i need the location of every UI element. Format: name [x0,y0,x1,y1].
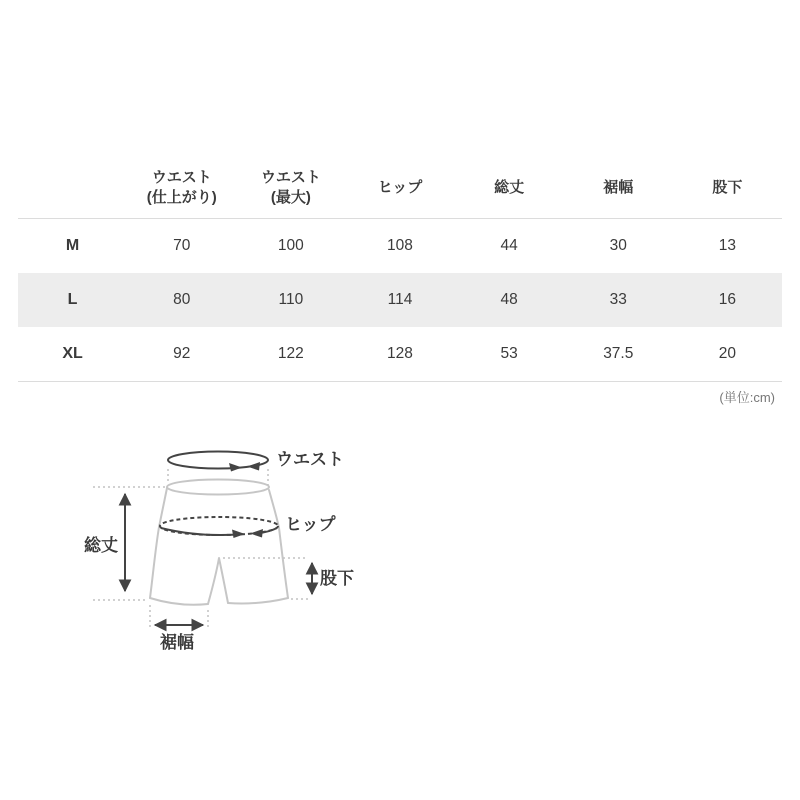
cell-value: 92 [173,345,191,362]
header-total-length: 総丈 [494,178,525,196]
header-hem-width: 裾幅 [603,178,634,196]
cell-value: 16 [718,291,737,308]
cell-value: 48 [500,291,518,308]
shorts-measure-diagram [75,415,375,675]
header-waist-max: ウエスト (最大) [260,168,321,206]
table-row-l [18,273,782,327]
cell-value: 114 [387,291,413,308]
waist-measure [168,452,268,472]
cell-value: 30 [609,237,627,254]
cell-value: 70 [173,237,191,254]
header-waist-finished: ウエスト (仕上がり) [146,168,217,206]
size-label: XL [62,345,83,362]
table-row-xl [18,327,782,382]
hip-measure [160,517,278,538]
cell-value: 108 [387,237,413,254]
shorts-outline-drawing [150,480,288,605]
cell-value: 122 [277,345,304,362]
unit-note: (単位:cm) [719,390,775,405]
table-header-row [18,158,782,219]
inseam-label: 股下 [320,569,354,588]
waist-label: ウエスト [276,450,344,469]
cell-value: 20 [718,345,737,362]
cell-value: 128 [387,345,413,362]
size-label: M [65,237,80,254]
hip-label: ヒップ [285,515,336,534]
cell-value: 37.5 [603,345,634,362]
cell-value: 33 [609,291,627,308]
hem-width-label: 裾幅 [160,633,194,652]
total-length-label: 総丈 [84,536,118,555]
cell-value: 44 [500,237,518,254]
size-table [18,158,782,382]
cell-value: 13 [718,237,737,254]
size-label: L [67,291,78,308]
header-hip: ヒップ [377,178,423,196]
cell-value: 80 [173,291,191,308]
table-row-m [18,219,782,274]
cell-value: 100 [277,237,304,254]
cell-value: 110 [278,291,304,308]
header-inseam: 股下 [712,178,743,196]
header-size [18,158,127,219]
cell-value: 53 [500,345,518,362]
